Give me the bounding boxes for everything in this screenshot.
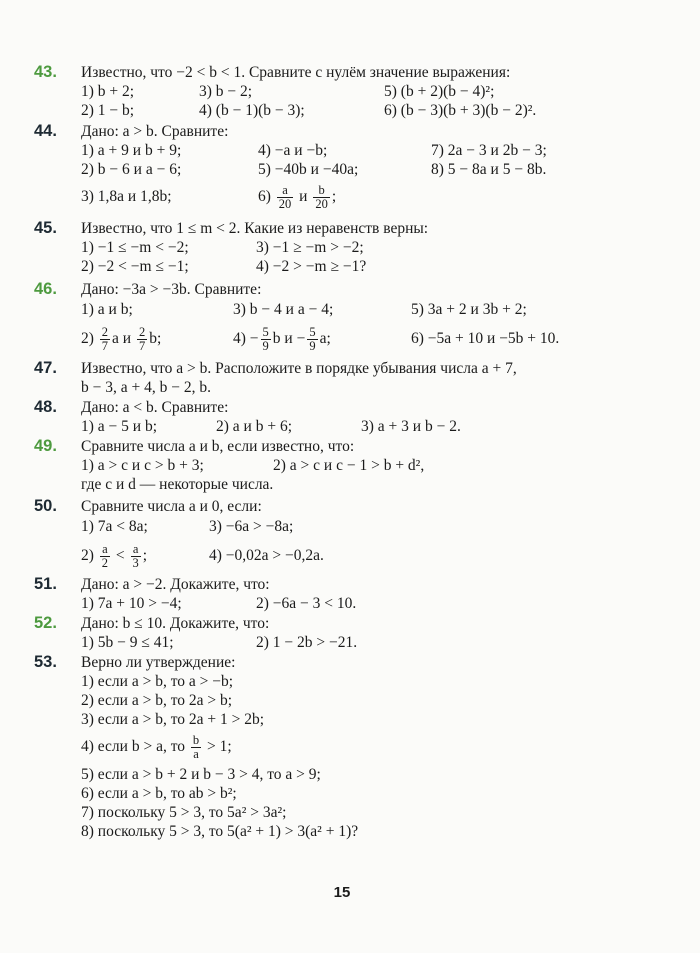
item: 2) a > c и c − 1 > b + d², [273, 457, 425, 474]
exercise-stem: Дано: −3a > −3b. Сравните: [81, 281, 262, 298]
item: 2) a и b + 6; [216, 418, 293, 435]
item: 5) (b + 2)(b − 4)²; [384, 83, 495, 100]
item: 2) 1 − b; [81, 102, 135, 119]
exercise-stem: Верно ли утверждение: [81, 654, 236, 671]
item: 4) −2 > −m ≥ −1? [256, 258, 367, 275]
item: 1) b + 2; [81, 83, 135, 100]
exercise-stem: Известно, что −2 < b < 1. Сравните с нулём значение выражения: [81, 64, 511, 81]
item: 3) если a > b, то 2a + 1 > 2b; [81, 711, 265, 728]
item-fraction: 2) $\frac{a}{2}$ < $\frac{a}{3}$ ; [81, 541, 148, 570]
item: 3) −6a > −8a; [209, 518, 294, 535]
item: 5) −40b и −40a; [258, 161, 359, 178]
item: 3) b − 4 и a − 4; [233, 301, 334, 318]
exercise-stem: Дано: a > b. Сравните: [81, 123, 229, 140]
item: 2) 1 − 2b > −21. [256, 634, 358, 651]
item: 7) 2a − 3 и 2b − 3; [431, 142, 547, 159]
exercise-number: 50. [34, 497, 57, 515]
item: 1) если a > b, то a > −b; [81, 673, 234, 690]
item: 3) 1,8a и 1,8b; [81, 188, 172, 205]
exercise-stem: Сравните числа a и 0, если: [81, 498, 262, 515]
item: 6) если a > b, то ab > b²; [81, 785, 237, 802]
exercise-stem-cont: b − 3, a + 4, b − 2, b. [81, 379, 211, 396]
item: 1) 5b − 9 ≤ 41; [81, 634, 174, 651]
exercise-number: 48. [34, 398, 57, 416]
exercise-stem: Дано: b ≤ 10. Докажите, что: [81, 615, 270, 632]
item: 1) −1 ≤ −m < −2; [81, 239, 189, 256]
item: 4) −0,02a > −0,2a. [209, 547, 324, 564]
item: 4) (b − 1)(b − 3); [199, 102, 305, 119]
exercise-number: 51. [34, 575, 57, 593]
exercise-number: 43. [34, 63, 57, 81]
exercise-number: 45. [34, 219, 57, 237]
item: 8) поскольку 5 > 3, то 5(a² + 1) > 3(a² + 1)? [81, 823, 359, 840]
exercise-stem: Дано: a > −2. Докажите, что: [81, 576, 270, 593]
item: 2) −2 < −m ≤ −1; [81, 258, 189, 275]
item: 3) b − 2; [199, 83, 253, 100]
item: 1) a + 9 и b + 9; [81, 142, 182, 159]
exercise-stem: Дано: a < b. Сравните: [81, 399, 229, 416]
exercise-stem: Известно, что a > b. Расположите в порядке убывания числа a + 7, [81, 360, 517, 377]
item-fraction: 6) $\frac{a}{20}$ и $\frac{b}{20}$ ; [258, 182, 337, 211]
item: 7) поскольку 5 > 3, то 5a² > 3a²; [81, 804, 287, 821]
exercise-number: 49. [34, 437, 57, 455]
exercise-number: 53. [34, 653, 57, 671]
item: 4) −a и −b; [258, 142, 328, 159]
item-fraction: 4) − $\frac{5}{9}$ b и − $\frac{5}{9}$ a; [233, 324, 331, 353]
item: 2) b − 6 и a − 6; [81, 161, 182, 178]
item: 1) 7a < 8a; [81, 518, 148, 535]
item: 1) a и b; [81, 301, 133, 318]
item: 2) если a > b, то 2a > b; [81, 692, 233, 709]
exercise-number: 44. [34, 122, 57, 140]
item: 8) 5 − 8a и 5 − 8b. [431, 161, 547, 178]
item-fraction: 4) если b > a, то $\frac{b}{a}$ > 1; [81, 732, 232, 761]
exercise-number: 47. [34, 359, 57, 377]
exercise-stem: Известно, что 1 ≤ m < 2. Какие из неравенств верны: [81, 220, 429, 237]
item-fraction: 2) $\frac{2}{7}$ a и $\frac{2}{7}$ b; [81, 324, 162, 353]
item: 1) 7a + 10 > −4; [81, 595, 182, 612]
exercise-number: 46. [34, 280, 57, 298]
item: 5) 3a + 2 и 3b + 2; [411, 301, 527, 318]
exercise-note: где c и d — некоторые числа. [81, 476, 274, 493]
item: 5) если a > b + 2 и b − 3 > 4, то a > 9; [81, 766, 321, 783]
page-number: 15 [333, 884, 351, 901]
item: 1) a − 5 и b; [81, 418, 158, 435]
exercise-number: 52. [34, 614, 57, 632]
exercise-stem: Сравните числа a и b, если известно, что: [81, 438, 355, 455]
item: 1) a > c и c > b + 3; [81, 457, 204, 474]
item: 6) (b − 3)(b + 3)(b − 2)². [384, 102, 537, 119]
item: 3) a + 3 и b − 2. [361, 418, 461, 435]
item: 6) −5a + 10 и −5b + 10. [411, 330, 560, 347]
item: 3) −1 ≥ −m > −2; [256, 239, 364, 256]
item: 2) −6a − 3 < 10. [256, 595, 357, 612]
